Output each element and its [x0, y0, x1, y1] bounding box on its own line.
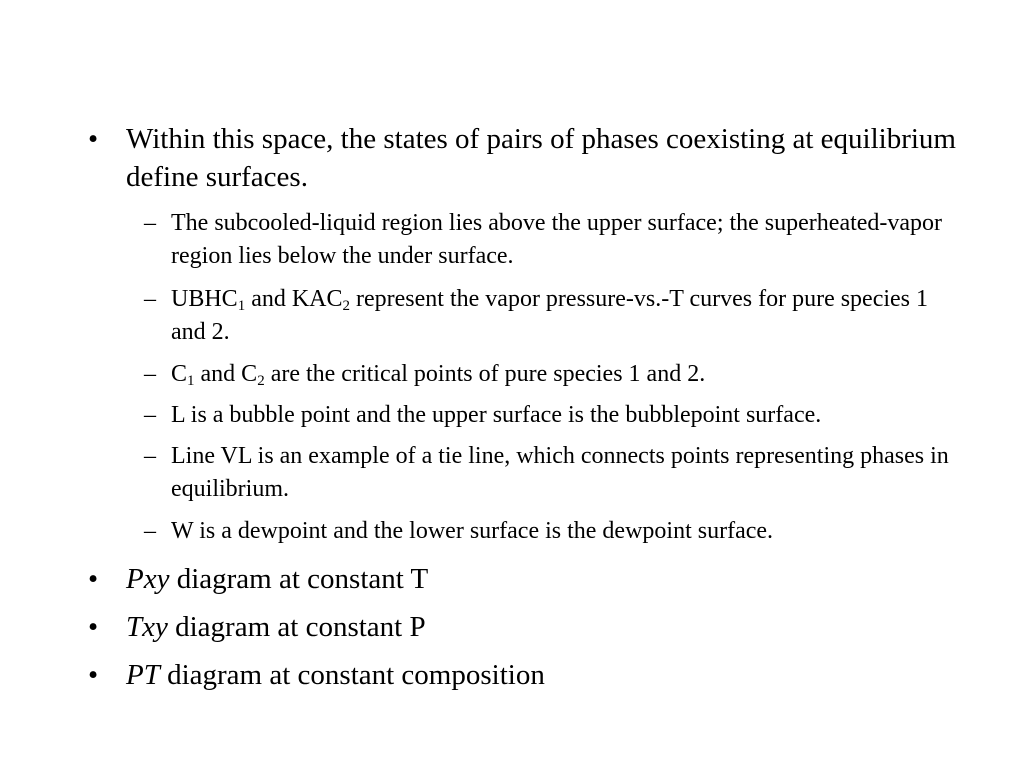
bullet-marker: • — [88, 563, 99, 595]
text-run: C — [171, 361, 188, 387]
text-run: represent the vapor pressure-vs.-T curves for pure species 1 and 2. — [171, 286, 929, 345]
subscript: 1 — [187, 373, 195, 389]
sub-item-dewpoint: W is a dewpoint and the lower surface is the dewpoint surface. — [171, 518, 774, 544]
text-run: diagram at constant composition — [159, 659, 545, 691]
text-run: and KAC — [245, 286, 343, 312]
dash-marker: – — [144, 518, 156, 544]
dash-marker: – — [144, 286, 156, 312]
dash-marker: – — [144, 402, 156, 428]
dash-marker: – — [144, 443, 156, 469]
bullet-item-pt — [126, 656, 956, 694]
italic-term: PT — [126, 659, 160, 691]
bullet-marker: • — [88, 611, 99, 643]
bullet-marker: • — [88, 123, 99, 155]
bullet-marker: • — [88, 659, 99, 691]
dash-marker: – — [144, 210, 156, 236]
sub-item-regions: The subcooled-liquid region lies above the upper surface; the superheated-vapor region lies below the under surface. — [171, 210, 943, 269]
italic-term: Pxy — [126, 563, 170, 595]
subscript: 2 — [342, 298, 351, 314]
bullet-item-surfaces: Within this space, the states of pairs of phases coexisting at equilibrium define surfaces. — [126, 123, 956, 193]
dash-marker: – — [144, 361, 156, 387]
bullet-item-pxy — [126, 560, 956, 598]
bullet-item-txy — [126, 608, 956, 646]
text-run: UBHC — [171, 286, 238, 312]
sub-item-bubble-point: L is a bubble point and the upper surface is the bubblepoint surface. — [171, 402, 822, 428]
text-run: and C — [194, 361, 258, 387]
text-run: are the critical points of pure species 1 and 2. — [264, 361, 706, 387]
italic-term: Txy — [126, 611, 168, 643]
subscript: 2 — [257, 373, 265, 389]
sub-item-tie-line: Line VL is an example of a tie line, which connects points representing phases in equilibrium. — [171, 443, 949, 502]
sub-item-vapor-pressure-curves — [171, 283, 961, 349]
text-run: diagram at constant P — [167, 611, 426, 643]
subscript: 1 — [237, 298, 246, 314]
text-run: diagram at constant T — [169, 563, 429, 595]
sub-item-critical-points — [171, 358, 961, 391]
